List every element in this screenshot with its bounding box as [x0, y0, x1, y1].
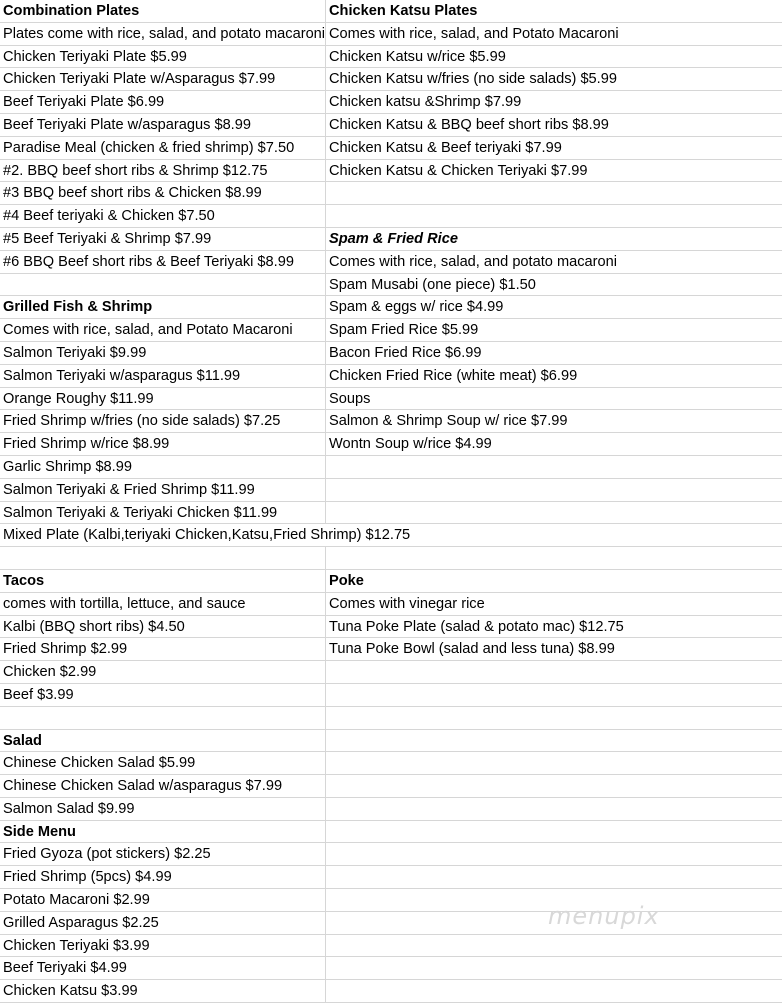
menu-item-right: Chicken Katsu & Beef teriyaki $7.99: [325, 137, 782, 159]
menu-item-left: #6 BBQ Beef short ribs & Beef Teriyaki $8.99: [3, 253, 294, 270]
menu-item-right: Chicken Katsu w/rice $5.99: [325, 46, 782, 68]
menu-item-left: Fried Shrimp w/fries (no side salads) $7.25: [3, 413, 281, 430]
menu-row: [0, 365, 782, 388]
menu-row: [0, 433, 782, 456]
menu-item-left: Fried Shrimp (5pcs) $4.99: [3, 869, 172, 886]
menu-item-right: Comes with rice, salad, and Potato Macaroni: [325, 23, 782, 45]
menu-item-left: Plates come with rice, salad, and potato macaroni: [3, 25, 325, 42]
menu-row: [0, 616, 782, 639]
menu-row: [0, 319, 782, 342]
menu-item-right: Chicken katsu &Shrimp $7.99: [325, 91, 782, 113]
watermark-logo: menupix: [548, 902, 660, 930]
menu-item-left: Beef Teriyaki Plate $6.99: [3, 94, 165, 111]
menu-row: [0, 68, 782, 91]
menu-item-left: [0, 274, 325, 296]
menu-item-left: Fried Gyoza (pot stickers) $2.25: [3, 846, 211, 863]
menu-item-left: Chicken $2.99: [3, 664, 97, 681]
menu-item-left: Salmon Salad $9.99: [3, 800, 135, 817]
menu-item-right: Tuna Poke Bowl (salad and less tuna) $8.99: [325, 638, 782, 660]
menu-row: [0, 342, 782, 365]
menu-row: [0, 821, 782, 844]
menu-item-right: [325, 182, 782, 204]
menu-row: [0, 775, 782, 798]
menu-item-left: Chinese Chicken Salad $5.99: [3, 755, 196, 772]
menu-row: [0, 23, 782, 46]
menu-item-left: #5 Beef Teriyaki & Shrimp $7.99: [3, 230, 212, 247]
menu-item-right: Chicken Katsu & BBQ beef short ribs $8.99: [325, 114, 782, 136]
menu-item-left: Salmon Teriyaki w/asparagus $11.99: [3, 367, 241, 384]
menu-item-left: Chicken Katsu $3.99: [3, 983, 138, 1000]
menu-item-right: Salmon & Shrimp Soup w/ rice $7.99: [325, 410, 782, 432]
menu-row: [0, 752, 782, 775]
section-heading: Salad: [3, 732, 42, 749]
menu-row: [0, 957, 782, 980]
menu-item-right: [325, 479, 782, 501]
menu-row: [0, 524, 782, 547]
menu-item-left: Chicken Teriyaki $3.99: [3, 937, 150, 954]
section-heading: Tacos: [3, 572, 45, 589]
menu-item-left: [0, 547, 325, 569]
menu-item-right: [325, 935, 782, 957]
menu-item-right: Chicken Fried Rice (white meat) $6.99: [325, 365, 782, 387]
menu-item-left: Grilled Asparagus $2.25: [3, 914, 159, 931]
menu-row: [0, 410, 782, 433]
menu-item-left: Potato Macaroni $2.99: [3, 892, 150, 909]
menu-item-right: [325, 707, 782, 729]
menu-item-right: [325, 843, 782, 865]
menu-item-left: [0, 707, 325, 729]
menu-row: [0, 182, 782, 205]
menu-row: [0, 707, 782, 730]
menu-item-right: Chicken Katsu w/fries (no side salads) $5.99: [325, 68, 782, 90]
menu-item-left: Fried Shrimp w/rice $8.99: [3, 436, 170, 453]
menu-item-right: Wontn Soup w/rice $4.99: [325, 433, 782, 455]
menu-row: [0, 730, 782, 753]
menu-item-left: Kalbi (BBQ short ribs) $4.50: [3, 618, 185, 635]
menu-row: [0, 388, 782, 411]
menu-row: [0, 502, 782, 525]
menu-row: [0, 205, 782, 228]
menu-item-left: #4 Beef teriyaki & Chicken $7.50: [3, 208, 215, 225]
menu-row: [0, 160, 782, 183]
menu-row: [0, 889, 782, 912]
menu-row: [0, 456, 782, 479]
menu-item-right: [325, 798, 782, 820]
section-heading: Chicken Katsu Plates: [325, 0, 782, 22]
menu-item-right: [325, 661, 782, 683]
menu-item-left: Salmon Teriyaki & Fried Shrimp $11.99: [3, 481, 255, 498]
menu-row: [0, 114, 782, 137]
section-heading: Poke: [325, 570, 782, 592]
menu-item-right: Chicken Katsu & Chicken Teriyaki $7.99: [325, 160, 782, 182]
menu-item-left: Paradise Meal (chicken & fried shrimp) $7.50: [3, 139, 295, 156]
menu-item-left: Chicken Teriyaki Plate w/Asparagus $7.99: [3, 71, 276, 88]
menu-row: [0, 137, 782, 160]
menu-item-right: Comes with rice, salad, and potato macaroni: [325, 251, 782, 273]
menu-item-right: [325, 775, 782, 797]
menu-row: [0, 843, 782, 866]
menu-row: [0, 296, 782, 319]
menu-item-right: [325, 957, 782, 979]
menu-item-right: Spam Musabi (one piece) $1.50: [325, 274, 782, 296]
menu-row: [0, 912, 782, 935]
menu-row: [0, 593, 782, 616]
menu-row: [0, 638, 782, 661]
menu-item-left: comes with tortilla, lettuce, and sauce: [3, 595, 246, 612]
menu-item-right: [325, 684, 782, 706]
menu-item-left: Salmon Teriyaki & Teriyaki Chicken $11.99: [3, 504, 278, 521]
menu-row: [0, 866, 782, 889]
menu-item-right: Spam & eggs w/ rice $4.99: [325, 296, 782, 318]
menu-item-left: Orange Roughy $11.99: [3, 390, 154, 407]
menu-row: [0, 91, 782, 114]
menu-row: [0, 274, 782, 297]
menu-row: [0, 570, 782, 593]
menu-item-right: [325, 752, 782, 774]
menu-item-right: Bacon Fried Rice $6.99: [325, 342, 782, 364]
section-heading: Spam & Fried Rice: [325, 228, 782, 250]
menu-item-left: Beef Teriyaki $4.99: [3, 960, 127, 977]
section-heading: Combination Plates: [3, 3, 140, 19]
menu-item-left: Chicken Teriyaki Plate $5.99: [3, 48, 187, 65]
menu-row: [0, 251, 782, 274]
menu-item-left: Fried Shrimp $2.99: [3, 641, 128, 658]
menu-item-right: [325, 456, 782, 478]
menu-row: [0, 798, 782, 821]
menu-item-right: Tuna Poke Plate (salad & potato mac) $12.75: [325, 616, 782, 638]
menu-item-left: Beef Teriyaki Plate w/asparagus $8.99: [3, 116, 251, 133]
menu-item-left: #2. BBQ beef short ribs & Shrimp $12.75: [3, 162, 268, 179]
menu-item-left: #3 BBQ beef short ribs & Chicken $8.99: [3, 185, 262, 202]
menu-item-left: Garlic Shrimp $8.99: [3, 458, 132, 475]
menu-row: [0, 684, 782, 707]
menu-item-right: [325, 821, 782, 843]
menu-item-right: Soups: [325, 388, 782, 410]
menu-row: [0, 547, 782, 570]
menu-item-left: Mixed Plate (Kalbi,teriyaki Chicken,Katsu,Fried Shrimp) $12.75: [3, 527, 411, 544]
section-heading: Grilled Fish & Shrimp: [3, 299, 153, 316]
menu-row: [0, 46, 782, 69]
menu-row: [0, 935, 782, 958]
menu-item-left: Beef $3.99: [3, 686, 74, 703]
menu-row: [0, 479, 782, 502]
menu-item-right: Comes with vinegar rice: [325, 593, 782, 615]
menu-item-right: [325, 730, 782, 752]
menu-item-right: Spam Fried Rice $5.99: [325, 319, 782, 341]
menu-item-right: [325, 547, 782, 569]
menu-item-right: [325, 866, 782, 888]
menu-item-left: Comes with rice, salad, and Potato Macaroni: [3, 322, 293, 339]
menu-item-right: [325, 502, 782, 524]
menu-item-right: [325, 980, 782, 1002]
menu-row: [0, 0, 782, 23]
menu-item-right: [325, 205, 782, 227]
menu-row: [0, 661, 782, 684]
menu-row: [0, 228, 782, 251]
menu-item-left: Chinese Chicken Salad w/asparagus $7.99: [3, 778, 283, 795]
section-heading: Side Menu: [3, 823, 76, 840]
menu-item-left: Salmon Teriyaki $9.99: [3, 344, 147, 361]
